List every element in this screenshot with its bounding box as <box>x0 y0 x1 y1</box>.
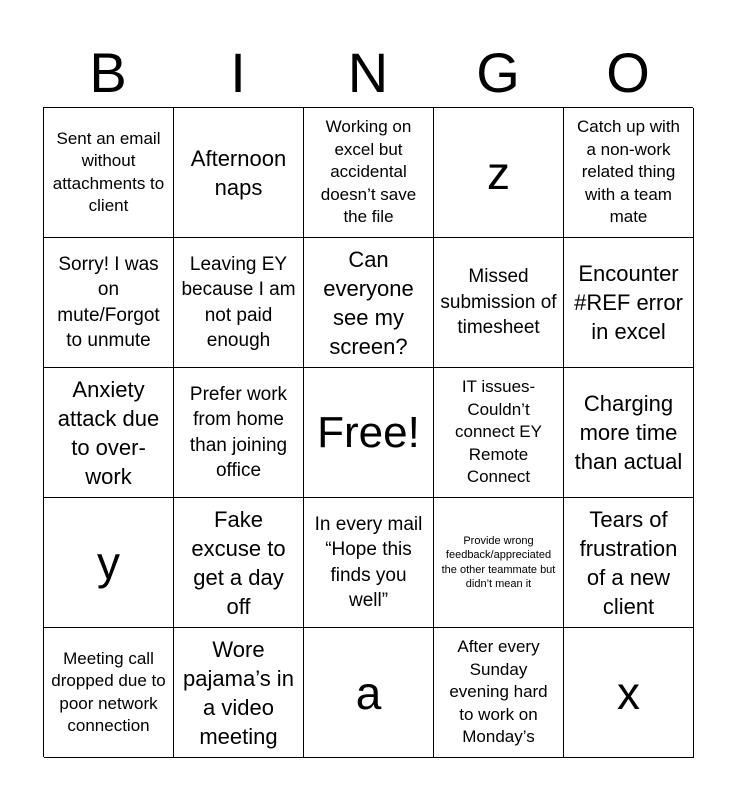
bingo-cell-r5c4 <box>434 628 564 758</box>
bingo-cell-text: Catch up with a non-work related thing with a team mate <box>577 117 680 227</box>
bingo-cell-text: a <box>355 666 382 719</box>
bingo-cell-text: Missed submission of timesheet <box>440 266 557 339</box>
bingo-cell-r2c3 <box>304 238 434 368</box>
bingo-cell-text: Sorry! I was on mute/Forgot to unmute <box>57 253 160 351</box>
bingo-cell-text: Provide wrong feedback/appreciated the other teammate but didn’t mean it <box>441 534 556 590</box>
bingo-cell-text: x <box>617 666 640 719</box>
bingo-cell-text: Afternoon naps <box>190 145 287 200</box>
bingo-cell-text: Fake excuse to get a day off <box>191 506 286 619</box>
bingo-cell-text: Working on excel but accidental doesn’t save the file <box>320 117 417 227</box>
bingo-board <box>43 107 693 757</box>
bingo-cell-text: Tears of frustration of a new client <box>579 506 678 619</box>
bingo-cell-r5c2 <box>174 628 304 758</box>
bingo-cell-r4c5 <box>564 498 694 628</box>
bingo-cell-text: Free! <box>317 407 420 457</box>
bingo-cell-text: y <box>97 536 120 589</box>
header-letter-g: G <box>476 41 520 104</box>
bingo-cell-text: Anxiety attack due to over-work <box>57 376 160 489</box>
header-letter-b: B <box>89 41 127 104</box>
bingo-cell-r5c3 <box>304 628 434 758</box>
bingo-cell-text: Meeting call dropped due to poor network connection <box>51 648 166 735</box>
bingo-cell-r4c3 <box>304 498 434 628</box>
header-letter-n: N <box>347 41 389 104</box>
bingo-cell-text: z <box>487 146 510 199</box>
header-letter-o: O <box>606 41 650 104</box>
bingo-cell-text: Wore pajama’s in a video meeting <box>183 636 294 749</box>
bingo-cell-r3c2 <box>174 368 304 498</box>
bingo-header <box>43 40 693 106</box>
bingo-cell-text: Charging more time than actual <box>574 391 683 474</box>
bingo-cell-text: Prefer work from home than joining office <box>189 383 288 481</box>
bingo-cell-r1c1 <box>44 108 174 238</box>
bingo-cell-r2c1 <box>44 238 174 368</box>
bingo-cell-r3c1 <box>44 368 174 498</box>
bingo-cell-text: Encounter #REF error in excel <box>574 261 683 344</box>
bingo-cell-r3c4 <box>434 368 564 498</box>
bingo-cell-text: In every mail “Hope this finds you well” <box>314 513 423 611</box>
bingo-cell-r1c4 <box>434 108 564 238</box>
bingo-cell-r3c5 <box>564 368 694 498</box>
bingo-cell-text: After every Sunday evening hard to work on Monday’s <box>449 637 548 747</box>
bingo-cell-r4c1 <box>44 498 174 628</box>
bingo-cell-text: Leaving EY because I am not paid enough <box>181 253 296 351</box>
bingo-cell-r2c5 <box>564 238 694 368</box>
bingo-cell-free <box>304 368 434 498</box>
bingo-cell-r4c4 <box>434 498 564 628</box>
header-letter-i: I <box>230 41 246 104</box>
bingo-cell-r2c2 <box>174 238 304 368</box>
bingo-cell-text: Can everyone see my screen? <box>323 246 414 359</box>
bingo-cell-text: IT issues- Couldn’t connect EY Remote Connect <box>455 377 542 487</box>
bingo-cell-r2c4 <box>434 238 564 368</box>
bingo-cell-r5c5 <box>564 628 694 758</box>
bingo-cell-text: Sent an email without attachments to client <box>52 128 165 215</box>
bingo-cell-r4c2 <box>174 498 304 628</box>
bingo-cell-r1c2 <box>174 108 304 238</box>
bingo-cell-r5c1 <box>44 628 174 758</box>
bingo-cell-r1c5 <box>564 108 694 238</box>
bingo-cell-r1c3 <box>304 108 434 238</box>
